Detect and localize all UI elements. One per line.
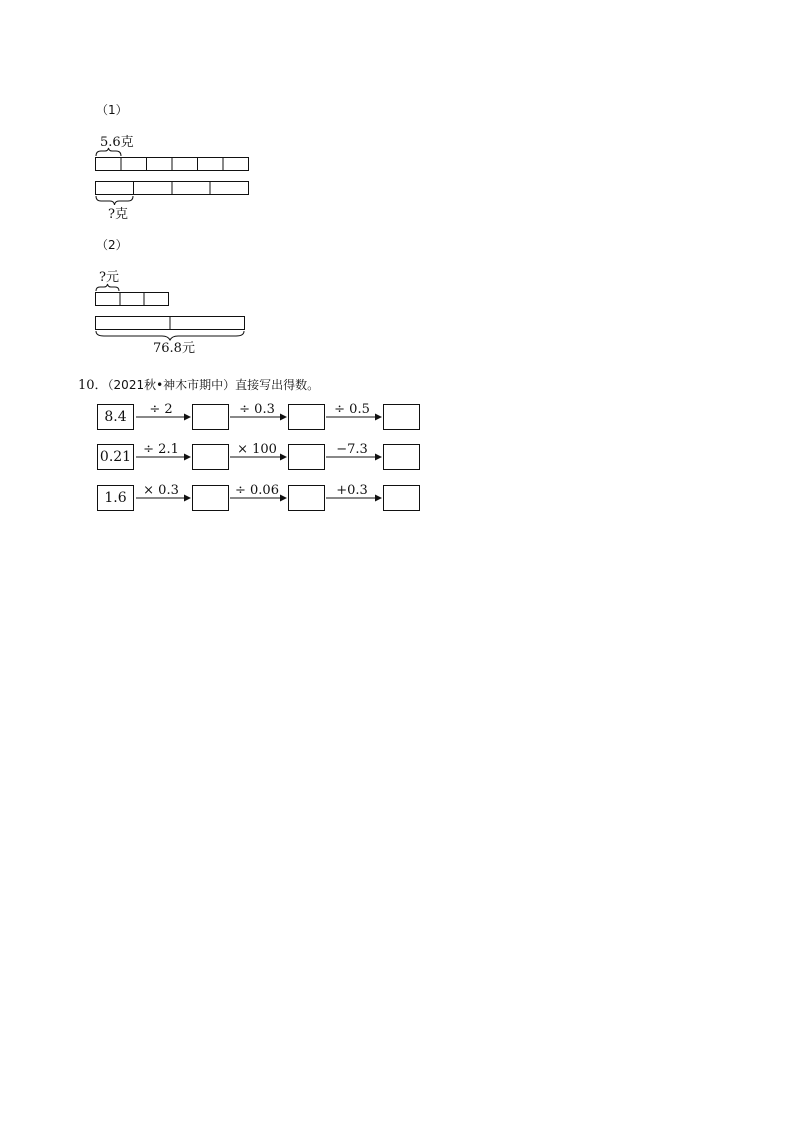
flow-operation: ÷ 2.1 [143,442,179,457]
part2-top-value: ?元 [99,270,119,285]
flow-operation: × 0.3 [143,483,179,498]
part1-bottom-value: ?克 [108,207,128,222]
part2-label: （2） [96,238,128,252]
part1-bottom-bar [96,182,249,195]
part1-top-brace [96,148,121,156]
flow-start-box: 0.21 [97,444,134,470]
question-source: （2021秋•神木市期中） [107,378,236,392]
flow-operation: −7.3 [336,442,368,457]
flow-operation: +0.3 [336,483,368,498]
part2-top-brace [96,284,119,291]
part2-bottom-value: 76.8元 [153,341,195,356]
part2-top-bar [96,293,169,306]
flow-operation: ÷ 0.3 [239,402,275,417]
part1-bottom-brace [96,196,133,205]
flow-operation: ÷ 2 [149,402,173,417]
part2-bottom-bar [96,317,245,330]
question-instruction: 直接写出得数。 [235,378,320,392]
question-number: 10． [78,378,108,393]
answer-box[interactable] [383,485,420,511]
part1-label: （1） [96,103,128,117]
question-10-title [78,374,319,393]
answer-box[interactable] [192,444,229,470]
flow-start-box: 1.6 [97,485,134,511]
flow-start-box: 8.4 [97,404,134,430]
answer-box[interactable] [192,404,229,430]
answer-box[interactable] [383,404,420,430]
answer-box[interactable] [288,485,325,511]
flow-operation: ÷ 0.06 [235,483,279,498]
answer-box[interactable] [288,444,325,470]
answer-box[interactable] [192,485,229,511]
flow-operation: ÷ 0.5 [334,402,370,417]
part1-top-bar [96,158,249,171]
part2-bottom-brace [96,331,244,340]
answer-box[interactable] [288,404,325,430]
answer-box[interactable] [383,444,420,470]
part1-top-value: 5.6克 [100,135,134,150]
flow-operation: × 100 [237,442,277,457]
